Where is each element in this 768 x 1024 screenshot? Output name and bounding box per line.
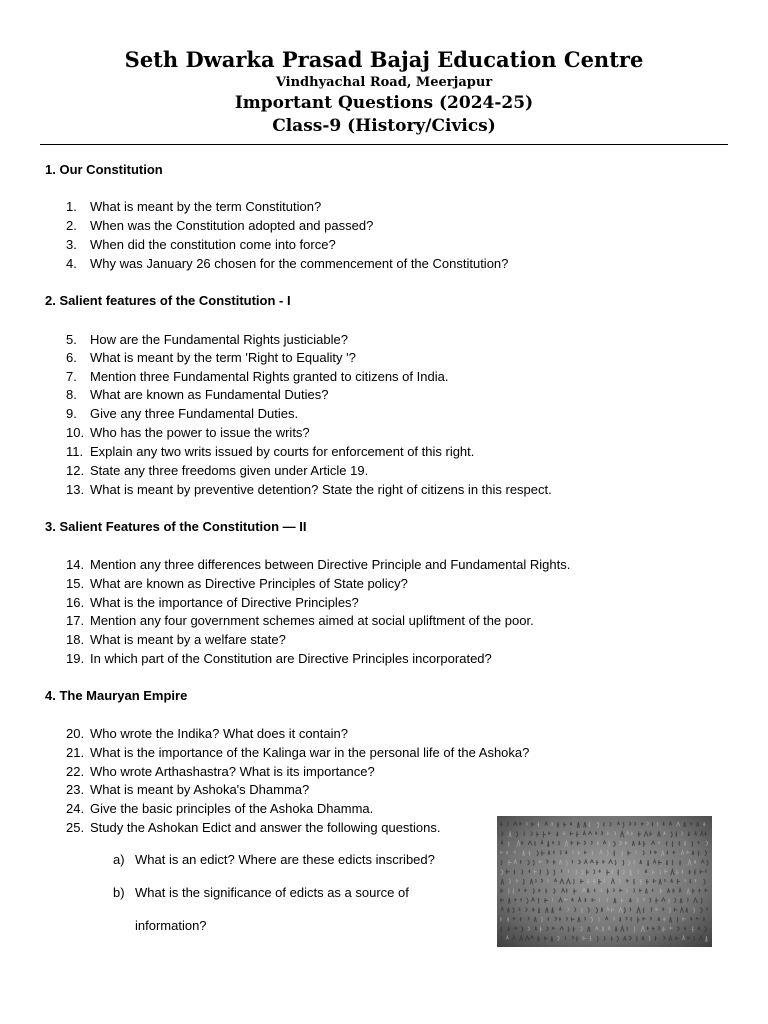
- question-item: [66, 651, 492, 666]
- question-number: 1.: [66, 199, 77, 214]
- question-text: What is meant by preventive detention? State the right of citizens in this respect.: [90, 482, 552, 497]
- question-item: [66, 576, 408, 591]
- question-number: 7.: [66, 369, 77, 384]
- question-number: 8.: [66, 387, 77, 402]
- question-number: 12.: [66, 463, 85, 478]
- question-number: 25.: [66, 820, 85, 835]
- question-item: [66, 425, 310, 440]
- question-text: When was the Constitution adopted and passed?: [90, 218, 374, 233]
- question-text: Mention any four government schemes aimed at social upliftment of the poor.: [90, 613, 534, 628]
- question-item: [66, 237, 336, 252]
- document-title: Important Questions (2024-25): [234, 93, 534, 113]
- question-text: Why was January 26 chosen for the commencement of the Constitution?: [90, 256, 509, 271]
- edict-stone-texture: [497, 816, 712, 947]
- school-address: Vindhyachal Road, Meerjapur: [275, 75, 493, 90]
- question-number: 13.: [66, 482, 85, 497]
- question-text: What is meant by the term Constitution?: [90, 199, 322, 214]
- question-item: [66, 726, 348, 741]
- section-heading-salient-features-1: 2. Salient features of the Constitution - I: [45, 293, 291, 308]
- question-number: 15.: [66, 576, 85, 591]
- section-heading-our-constitution: 1. Our Constitution: [45, 162, 163, 177]
- question-item: [66, 595, 359, 610]
- question-number: 10.: [66, 425, 85, 440]
- question-item: [66, 218, 373, 233]
- question-number: 6.: [66, 350, 77, 365]
- question-number: 17.: [66, 613, 85, 628]
- section-heading-salient-features-2: 3. Salient Features of the Constitution — II: [45, 519, 307, 534]
- subquestion-continuation: information?: [135, 918, 207, 933]
- question-number: 22.: [66, 764, 85, 779]
- question-item: [66, 764, 375, 779]
- question-item: [66, 613, 534, 628]
- question-text: What are known as Fundamental Duties?: [90, 387, 329, 402]
- question-text: In which part of the Constitution are Directive Principles incorporated?: [90, 651, 492, 666]
- question-text: Who wrote the Indika? What does it contain?: [90, 726, 348, 741]
- question-number: 9.: [66, 406, 77, 421]
- question-item: [66, 820, 441, 835]
- subquestion-item: [113, 852, 435, 867]
- question-text: Who wrote Arthashastra? What is its importance?: [90, 764, 375, 779]
- question-text: Mention three Fundamental Rights granted to citizens of India.: [90, 369, 449, 384]
- question-text: Mention any three differences between Directive Principle and Fundamental Rights.: [90, 557, 571, 572]
- question-item: [66, 256, 508, 271]
- question-text: Explain any two writs issued by courts for enforcement of this right.: [90, 444, 475, 459]
- question-text: Give the basic principles of the Ashoka Dhamma.: [90, 801, 374, 816]
- school-name: Seth Dwarka Prasad Bajaj Education Centre: [124, 47, 644, 72]
- ashokan-edict-image: [497, 816, 712, 947]
- question-number: 14.: [66, 557, 85, 572]
- question-number: 2.: [66, 218, 77, 233]
- question-number: 5.: [66, 332, 77, 347]
- question-number: 20.: [66, 726, 85, 741]
- question-text: What are known as Directive Principles of State policy?: [90, 576, 408, 591]
- question-text: How are the Fundamental Rights justiciable?: [90, 332, 348, 347]
- question-number: 18.: [66, 632, 85, 647]
- question-item: [66, 369, 448, 384]
- question-item: [66, 406, 298, 421]
- question-number: 21.: [66, 745, 85, 760]
- question-item: [66, 444, 474, 459]
- question-text: When did the constitution come into force?: [90, 237, 336, 252]
- question-item: [66, 745, 529, 760]
- question-item: [66, 482, 552, 497]
- question-item: [66, 782, 309, 797]
- header-divider: [40, 144, 728, 145]
- subquestion-label: a): [113, 852, 125, 867]
- question-item: [66, 332, 348, 347]
- subquestion-text: What is an edict? Where are these edicts inscribed?: [135, 852, 435, 867]
- question-item: [66, 801, 373, 816]
- question-item: [66, 199, 321, 214]
- question-number: 24.: [66, 801, 85, 816]
- question-number: 19.: [66, 651, 85, 666]
- question-item: [66, 632, 286, 647]
- question-item: [66, 463, 368, 478]
- section-heading-mauryan-empire: 4. The Mauryan Empire: [45, 688, 188, 703]
- subquestion-item: [113, 885, 409, 900]
- question-text: What is meant by the term 'Right to Equality '?: [90, 350, 356, 365]
- question-item: [66, 350, 356, 365]
- question-number: 16.: [66, 595, 85, 610]
- class-subtitle: Class-9 (History/Civics): [272, 116, 496, 136]
- question-item: [66, 557, 570, 572]
- question-text: Give any three Fundamental Duties.: [90, 406, 299, 421]
- question-number: 23.: [66, 782, 85, 797]
- question-text: What is meant by a welfare state?: [90, 632, 286, 647]
- subquestion-label: b): [113, 885, 125, 900]
- question-text: Who has the power to issue the writs?: [90, 425, 310, 440]
- question-text: What is meant by Ashoka's Dhamma?: [90, 782, 310, 797]
- question-text: State any three freedoms given under Article 19.: [90, 463, 369, 478]
- subquestion-text: What is the significance of edicts as a source of: [135, 885, 409, 900]
- question-text: What is the importance of the Kalinga war in the personal life of the Ashoka?: [90, 745, 530, 760]
- question-number: 4.: [66, 256, 77, 271]
- question-text: Study the Ashokan Edict and answer the following questions.: [90, 820, 441, 835]
- question-number: 11.: [66, 444, 84, 459]
- question-item: [66, 387, 328, 402]
- question-number: 3.: [66, 237, 77, 252]
- question-text: What is the importance of Directive Principles?: [90, 595, 359, 610]
